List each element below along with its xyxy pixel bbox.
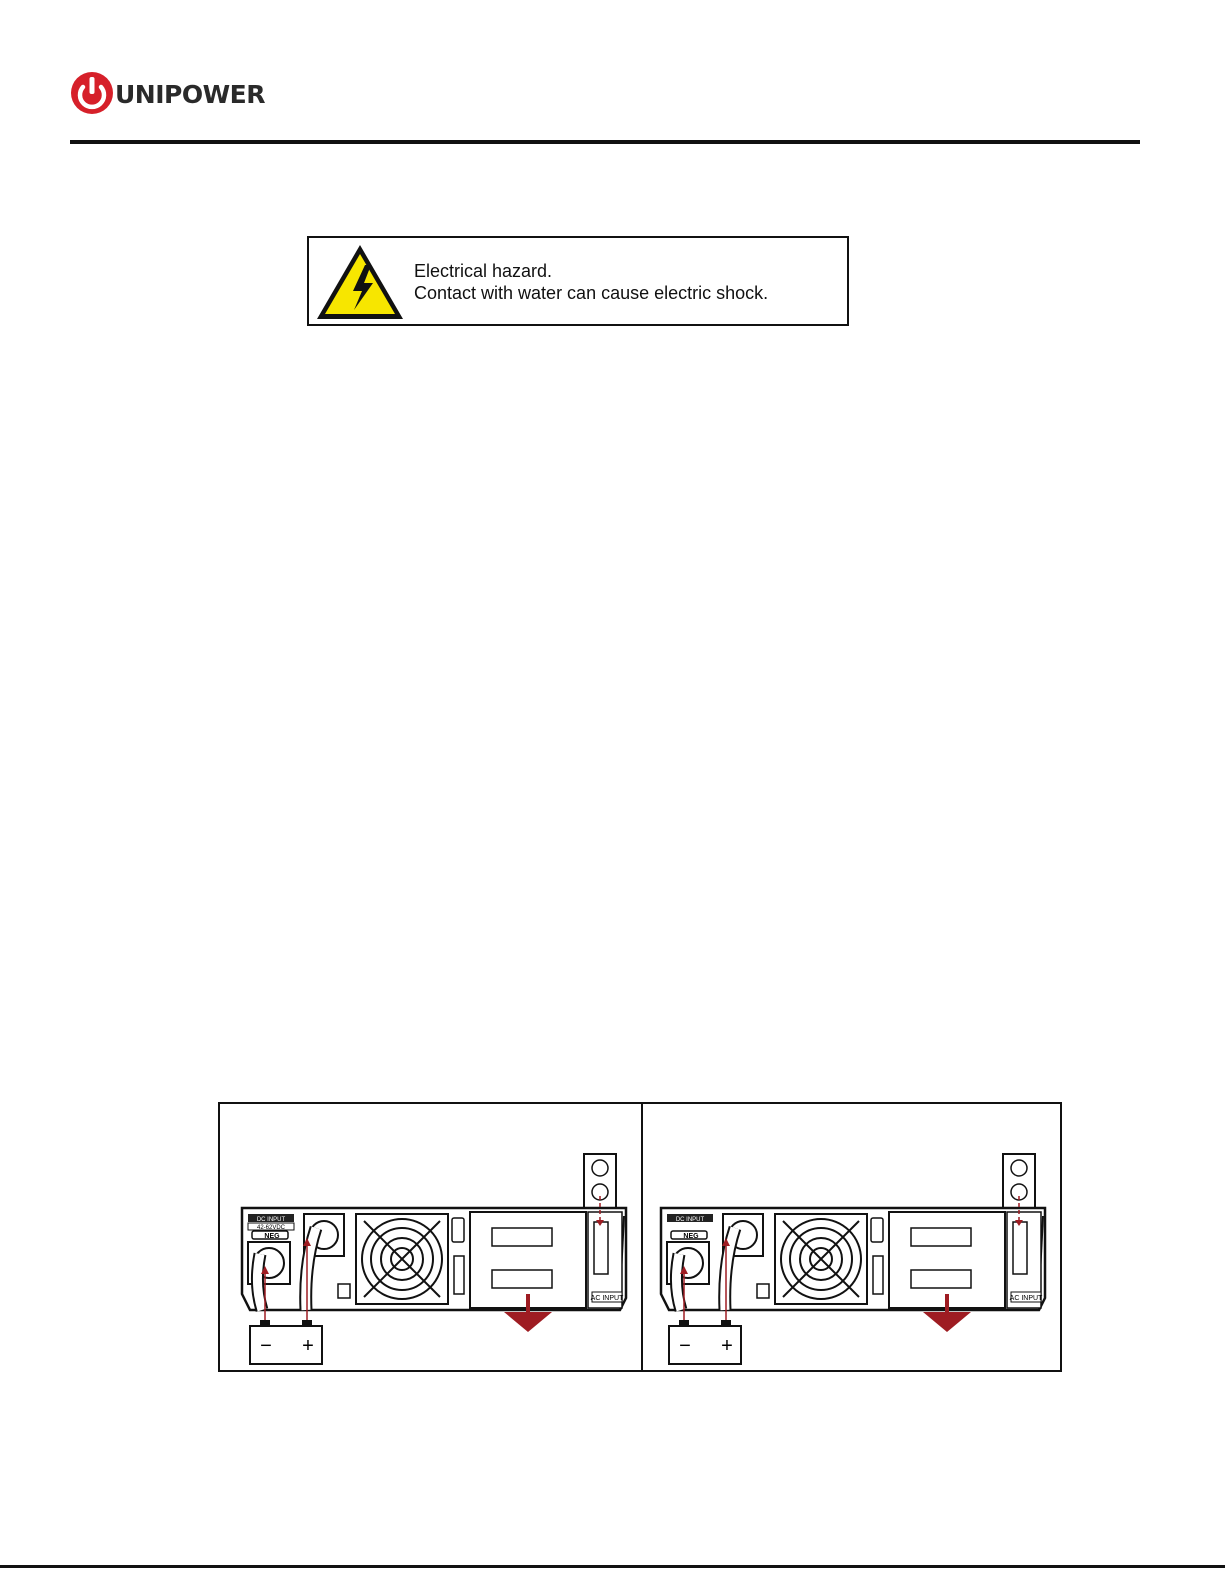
logo-wordmark: UNIPOWER xyxy=(115,79,266,109)
power-logo-icon xyxy=(70,71,114,115)
footer-rule xyxy=(0,1565,1225,1568)
output-arrow xyxy=(504,1312,552,1332)
warning-box xyxy=(307,236,849,326)
rear-panel-diagram-left xyxy=(220,1104,641,1370)
neg-label: NEG xyxy=(264,1233,280,1240)
output-arrow xyxy=(923,1312,971,1332)
ac-input-label: AC INPUT xyxy=(590,1295,624,1302)
connection-diagram-figure xyxy=(218,1102,1062,1372)
voltage-label: 42-62VDC xyxy=(256,1225,286,1231)
header-rule xyxy=(70,140,1140,144)
warning-line-2: Contact with water can cause electric shock. xyxy=(414,283,769,303)
battery-minus-label: − xyxy=(260,1335,272,1357)
neg-label: NEG xyxy=(683,1233,699,1240)
battery-minus-label: − xyxy=(679,1335,691,1357)
battery-plus-label: + xyxy=(302,1335,314,1357)
dc-input-label: DC INPUT xyxy=(675,1217,705,1223)
warning-text xyxy=(414,260,768,304)
dc-input-label: DC INPUT xyxy=(256,1217,286,1223)
rear-panel-diagram-right xyxy=(643,1104,1060,1370)
warning-line-1: Electrical hazard. xyxy=(414,261,553,281)
battery-plus-label: + xyxy=(721,1335,733,1357)
unipower-logo xyxy=(70,70,265,116)
ac-input-label: AC INPUT xyxy=(1009,1295,1043,1302)
electrical-hazard-icon xyxy=(313,241,407,323)
